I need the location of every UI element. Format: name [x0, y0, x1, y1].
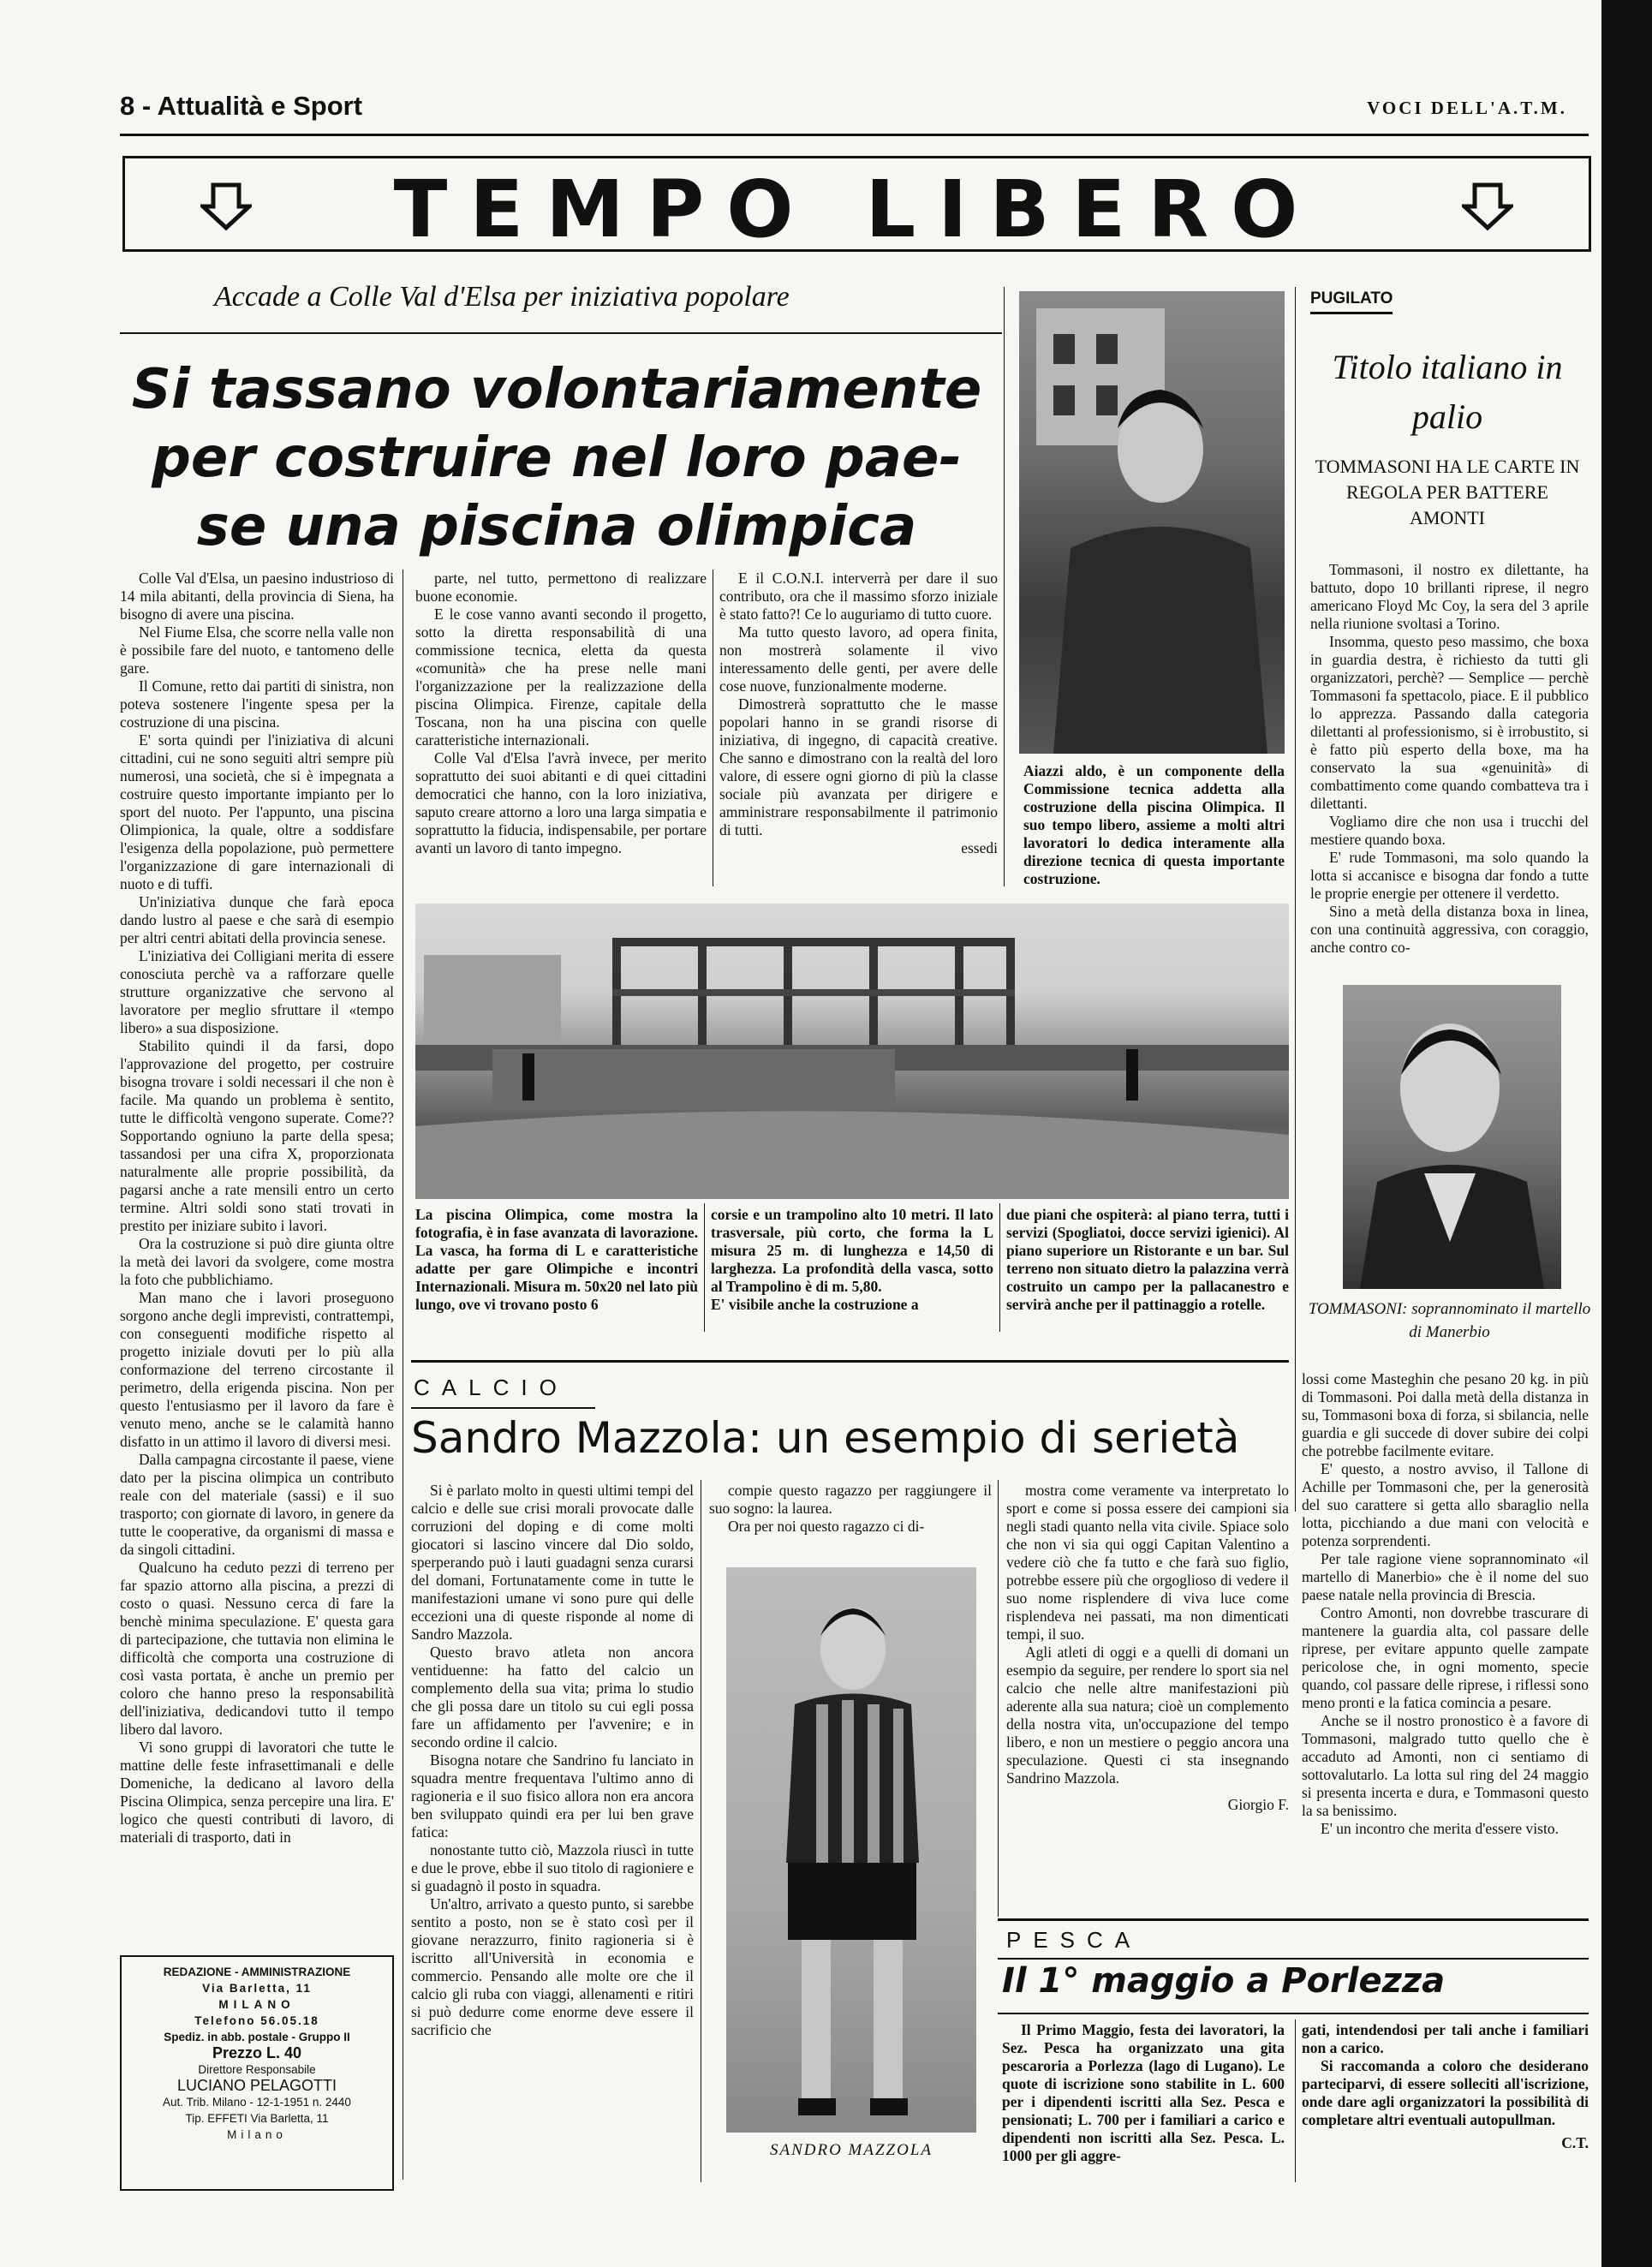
mazzola-photo	[726, 1567, 976, 2133]
calcio-top-rule	[411, 1360, 1289, 1363]
pugilato-subtitle: TOMMASONI HA LE CARTE IN REGOLA PER BATTERE AMONTI	[1315, 456, 1580, 528]
imprint-box: REDAZIONE - AMMINISTRAZIONE Via Barletta, 11 MILANO Telefono 56.05.18 Spediz. in abb. postale - Gruppo II Prezzo L. 40 Direttore Responsabile LUCIANO PELAGOTTI Aut. Trib. Milano - 12-1-1951 n. 2440 Tip. EFFETI Via Barletta, 11 Milano	[120, 1955, 394, 2191]
pugilato-column-2: lossi come Masteghin che pesano 20 kg. in più di Tommasoni. Poi dalla metà della distanza in su, Tommasoni boxa di forza, si sbilancia, nelle guardia e gli succede di dover subire dei colpi che potrebbe facilmente evitare. E' questo, a nostro avviso, il Tallone di Achille per Tommasoni che, per la generosità del suo carattere si getta allo sbaraglio nella lotta, picchiando a due mani con velocità e potenza sorprendenti. Per tale ragione viene soprannominato «il martello di Manerbio» che è il nome del suo paese natale nella provincia di Brescia. Contro Amonti, non dovrebbe trascurare di mantenere la guardia alta, col passare delle riprese, per evitare appunto quelle zampate pericolose che, in ogni momento, specie quando, col passare delle riprese, i riflessi sono meno pronti e la fatica comincia a pesare. Anche se il nostro pronostico è a favore di Tommasoni, malgrado tutto quello che è accaduto ad Amonti, non ci sentiamo di sottovalutarlo. La lotta sul ring del 24 maggio si presenta incerta e dura, e Tommasoni questo la sa benissimo. E' un incontro che merita d'essere visto.	[1302, 1370, 1589, 1837]
piscina-headline: Si tassano volontariamente per costruire nel loro pae- se una piscina olimpica	[131, 358, 982, 558]
pool-construction-illustration	[415, 904, 1289, 1199]
piscina-kicker: Accade a Colle Val d'Elsa per iniziativa popolare	[214, 281, 790, 313]
calcio-column-3: mostra come veramente va interpretato lo sport e come si possa essere dei campioni sia negli stadi quanto nella vita civile. Spiace solo che non vi sia qui oggi Capitan Valentino a vedere ciò che fa tutto e che farà suo figlio, potrebbe essere più che orgoglioso di vedere il suo nome risplendere di viva luce come risplendeva nei passati, ma non dimenticati tempi, il suo. Agli atleti di oggi e a quelli di domani un esempio da seguire, per rendere lo sport sia nel calcio che nelle altre manifestazioni più aderente alla sua natura; cioè un complemento della nostra vita, un'occupazione del tempo libero, e non un mestiere o peggio ancora una speculazione. Questi ci sta insegnando Sandrino Mazzola. Giorgio F.	[1006, 1482, 1289, 1813]
pesca-label: PESCA	[1006, 1927, 1142, 1953]
calcio-label-rule	[411, 1407, 595, 1409]
aiazzi-portrait-photo	[1019, 291, 1285, 754]
tommasoni-figure	[1343, 985, 1561, 1289]
pesca-headline: Il 1° maggio a Porlezza	[1002, 1961, 1446, 2001]
pesca-top-rule	[998, 1918, 1589, 1921]
column-rule	[1004, 287, 1005, 886]
banner-title: TEMPO LIBERO	[393, 164, 1321, 255]
pugilato-column-1: Tommasoni, il nostro ex dilettante, ha battuto, dopo 10 brillanti riprese, il negro americano Floyd Mc Coy, la sera del 3 aprile nella riunione svoltasi a Torino. Insomma, questo peso massimo, che boxa in guardia destra, è richiesto da tutti gli organizzatori, perchè? — Semplice — perchè Tommasoni fa spettacolo, piace. E il pubblico lo apprezza. Passando dalla categoria dilettanti al professionismo, si è irrobustito, si è fatto più esperto della boxe, ma ha conservato la sua «genuinità» di combattimento come quando combatteva tra i dilettanti. Vogliamo dire che non usa i trucchi del mestiere quando boxa. E' rude Tommasoni, ma solo quando la lotta si accanisce e bisogna dar fondo a tutte le proprie energie per ottenere il verdetto. Sino a metà della distanza boxa in linea, con una continuità aggressiva, con coraggio, anche contro co-	[1310, 561, 1589, 956]
mazzola-figure	[726, 1567, 976, 2133]
piscina-column-1: Colle Val d'Elsa, un paesino industrioso di 14 mila abitanti, della provincia di Siena, ha bisogno di avere una piscina. Nel Fiume Elsa, che scorre nella valle non è possibile fare del nuoto, e tantomeno delle gare. Il Comune, retto dai partiti di sinistra, non poteva sostenere l'ingente spesa per la costruzione di una piscina. E' sorta quindi per l'iniziativa di alcuni cittadini, cui ne sono seguiti altri sempre più numerosi, una società, che si è impegnata a costruire questo importante impianto per lo sport del nuoto. Per l'appunto, una piscina Olimpionica, la quale, oltre a soddisfare l'esigenza della popolazione, può permettere l'organizzazione di gare internazionali di nuoto e di tuffi. Un'iniziativa dunque che farà epoca dando lustro al paese e che sarà di esempio per altri centri abitati della provincia senese. L'iniziativa dei Colligiani merita di essere conosciuta perchè va a rafforzare quelle strutture organizzative che servono al lavoratore per meglio sfruttare il «tempo libero» a sua disposizione. Stabilito quindi il da farsi, dopo l'approvazione del progetto, per costruire bisogna trovare i soldi necessari il che non è facile. Ma quando un problema è sentito, tutte le difficoltà vengono superate. Come?? Sopportando ogniuno la parte della spesa; tassandosi per una cifra X, proporzionata naturalmente alle proprie possibilità, da pagarsi anche a rate mensili entro un certo termine. Altri soldi sono stati trovati in prestito per iniziare subito i lavori. Ora la costruzione si può dire giunta oltre la metà dei lavori da svolgere, come mostra la foto che pubblichiamo. Man mano che i lavori proseguono sorgono anche degli imprevisti, contrattempi, con conseguenti modifiche rispetto al progetto iniziale dovuti per lo più alla conformazione del terreno circostante il perimetro, della erigenda piscina. Non per questo l'entusiasmo per il lavoro da fare è venuto meno, anche se le calamità hanno disfatto in un attimo il lavoro di diversi mesi. Dalla campagna circostante il paese, viene dato per la piscina olimpica un contributo reale con del materiale (sassi) e il suo trasporto; con giornate di lavoro, in genere da tutte le cooperative, da organismi di massa e da singoli cittadini. Qualcuno ha ceduto pezzi di terreno per far spazio attorno alla piscina, a prezzi di costo o quasi. Nessuno cerca di fare la benchè minima speculazione. E' questa gara di partecipazione, che tuttavia non elimina le difficoltà che comporta una costruzione di così vasta portata, è anche un premio per coloro che hanno preso la responsabilità dell'iniziativa, dedicandovi tutto il tempo libero dal lavoro. Vi sono gruppi di lavoratori che tutte le mattine delle feste infrasettimanali e delle Domeniche, la dedicano al lavoro della Piscina Olimpica, senza percepire una lira. E' logico che questi contributi di lavoro, di materiali di trasporto, dati in	[120, 570, 394, 1846]
pool-construction-photo	[415, 904, 1289, 1199]
publication-name: VOCI DELL'A.T.M.	[1367, 98, 1567, 118]
kicker-rule	[120, 332, 1002, 334]
calcio-label: CALCIO	[414, 1375, 569, 1400]
calcio-column-2: compie questo ragazzo per raggiungere il suo sogno: la laurea. Ora per noi questo ragazzo ci di-	[709, 1482, 992, 1535]
column-rule	[1295, 287, 1296, 1512]
pugilato-title: Titolo italiano in palio	[1332, 348, 1563, 436]
piscina-column-3: E il C.O.N.I. interverrà per dare il suo contributo, ora che il massimo sforzo iniziale è stato fatto?! Ce lo auguriamo di tutto cuore. Ma tutto questo lavoro, ad opera finita, non mostrerà solamente il vivo interessamento delle genti, per avere delle cose nuove, funzionalmente moderne. Dimostrerà soprattutto che le masse popolari hanno in se grandi risorse di iniziativa, di ingegno, di capacità creative. Che sanno e dimostrano con la realtà del loro valore, di essere ogni giorno di più la classe sociale più avanzata per dirigere e amministrare responsabilmente il patrimonio di tutti. essedi	[719, 570, 998, 856]
calcio-signature: Giorgio F.	[1227, 1796, 1289, 1813]
tommasoni-caption: TOMMASONI: soprannominato il martello di Manerbio	[1308, 1300, 1591, 1341]
portrait-figure	[1019, 291, 1285, 754]
pugilato-tag: PUGILATO	[1310, 289, 1393, 314]
pool-caption-3: due piani che ospiterà: al piano terra, tutti i servizi (Spogliatoi, docce servizi igienici). Al piano superiore un Ristorante e un bar. Sul terreno non situato dietro la palazzina verrà costruito un campo per la pallacanestro e servirà anche per il pattinaggio a rotelle.	[1006, 1206, 1289, 1313]
pesca-label-rule	[998, 1958, 1589, 1960]
pesca-headline-rule	[998, 2013, 1589, 2014]
tommasoni-photo	[1343, 985, 1561, 1289]
page-section-header: 8 - Attualità e Sport	[120, 91, 363, 121]
pool-caption-2: corsie e un trampolino alto 10 metri. Il lato trasversale, più corto, che forma la L misura 25 m. di lunghezza e 14,50 di larghezza. La profondità della vasca, sotto al Trampolino è di m. 5,80. E' visibile anche la costruzione a	[711, 1206, 993, 1313]
header-rule	[120, 134, 1589, 136]
pool-caption-1: La piscina Olimpica, come mostra la fotografia, è in fase avanzata di lavorazione. La vasca, ha forma di L e caratteristiche adatte per gare Olimpiche e incontri Internazionali. Misura m. 50x20 nel lato più lungo, ove vi trovano posto 6	[415, 1206, 698, 1313]
pesca-column-2: gati, intendendosi per tali anche i familiari non a carico. Si raccomanda a coloro che desiderano parteciparvi, di essere solleciti all'iscrizione, onde dare agli organizzatori la possibilità di completare altri eventuali autopullman. C.T.	[1302, 2021, 1589, 2151]
column-rule	[998, 1480, 999, 1917]
mazzola-caption: SANDRO MAZZOLA	[769, 2141, 933, 2159]
piscina-column-2: parte, nel tutto, permettono di realizzare buone economie. E le cose vanno avanti secondo il progetto, sotto la diretta responsabilità di una commissione tecnica, eletta da questa «comunità» che ha prese nelle mani l'organizzazione per la realizzazione della piscina Olimpica. Firenze, capitale della Toscana, non ha una piscina con quelle caratteristiche internazionali. Colle Val d'Elsa l'avrà invece, per merito soprattutto dei suoi abitanti e di quei cittadini democratici che hanno, con la loro iniziativa, saputo creare attorno a loro una larga simpatia e soprattutto la fiducia, indispensabile, per portare avanti un lavoro di tanto impegno.	[415, 570, 707, 856]
piscina-signature: essedi	[961, 839, 998, 856]
calcio-column-1: Si è parlato molto in questi ultimi tempi del calcio e delle sue crisi morali provocate dalle corruzioni del doping e di come molti giocatori si lascino vincere dal Dio soldo, sperperando può i lauti guadagni senza curarsi del domani, Fortunatamente come in tutte le manifestazioni umane vi sono pure qui delle eccezioni una di queste risponde al nome di Sandro Mazzola. Questo bravo atleta non ancora ventiduenne: ha fatto del calcio un complemento della sua vita; prima lo studio che gli possa dare un titolo su cui egli possa fare un affidamento per l'avvenire; e in secondo ordine il calcio. Bisogna notare che Sandrino fu lanciato in squadra mentre frequentava l'ultimo anno di ragioneria e il suo fisico allora non era ancora ben sviluppato quindi era per lui ben grave fatica: nonostante tutto ciò, Mazzola riuscì in tutte e due le prove, ebbe il suo titolo di ragioniere e si guadagnò il posto in squadra. Un'altro, arrivato a questo punto, si sarebbe sentito a posto, non se è stato così per il giovane nerazzurro, finito ragioneria si è iscritto all'Università in economia e commercio. Pensando alle molte ore che il calcio gli ruba con viaggi, allenamenti e ritiri si può dedurre come enorme deve essere il sacrificio che	[411, 1482, 694, 2038]
column-rule	[1295, 2019, 1296, 2182]
pesca-column-1: Il Primo Maggio, festa dei lavoratori, la Sez. Pesca ha organizzato una gita pescaroria a Porlezza (lago di Lugano). Le quote di iscrizione sono stabilite in L. 600 per i dipendenti iscritti alla Sez. Pesca e pensionati; L. 700 per i familiari a carico e dipendenti non iscritti alla Sez. Pesca. L. 1000 per gli aggre-	[1002, 2021, 1285, 2164]
down-arrow-icon	[1462, 181, 1513, 232]
column-rule	[704, 1203, 705, 1332]
tempo-libero-banner	[122, 156, 1591, 255]
pesca-signature: C.T.	[1561, 2134, 1589, 2151]
column-rule	[999, 1203, 1000, 1332]
aiazzi-caption: Aiazzi aldo, è un componente della Commissione tecnica addetta alla costruzione della piscina Olimpica. Il suo tempo libero, assieme a molti altri lavoratori lo dedica interamente alla direzione tecnica di questa importante costruzione.	[1023, 762, 1285, 887]
calcio-headline: Sandro Mazzola: un esempio di serietà	[411, 1413, 1240, 1463]
